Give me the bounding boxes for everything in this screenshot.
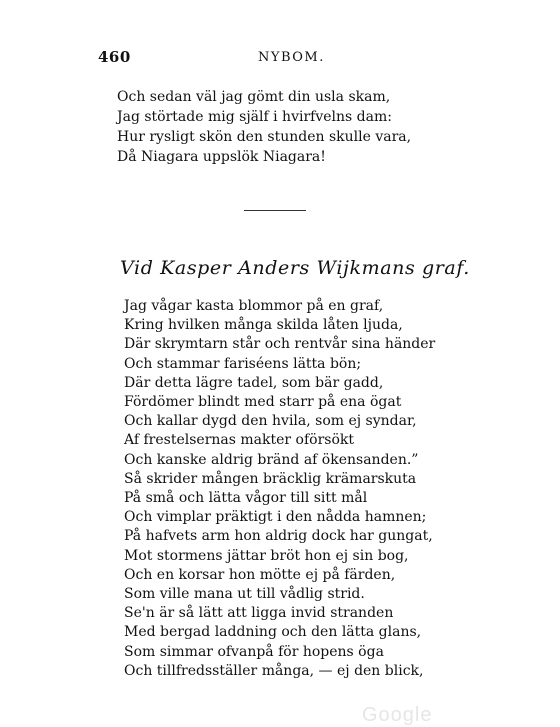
verse-line: Och kallar dygd den hvila, som ej syndar, <box>124 413 417 430</box>
verse-line: Af frestelsernas makter oförsökt <box>124 432 355 449</box>
verse-line: Så skrider mången bräcklig krämarskuta <box>124 470 417 487</box>
verse-line: Med bergad laddning och den lätta glans, <box>124 624 422 641</box>
page-number: 460 <box>98 48 131 66</box>
verse-line: Och sedan väl jag gömt din usla skam, <box>117 89 391 105</box>
verse-line: Och vimplar präktigt i den nådda hamnen; <box>124 509 427 526</box>
verse-line: Kring hvilken många skilda låten ljuda, <box>124 317 403 334</box>
verse-line: Och tillfredsställer många, — ej den blick, <box>124 662 424 679</box>
running-head: NYBOM. <box>258 50 325 65</box>
verse-line: Där skrymtarn står och rentvår sina händer <box>124 336 436 353</box>
verse-line: Jag vågar kasta blommor på en graf, <box>124 298 384 314</box>
verse-line: Hur rysligt skön den stunden skulle vara, <box>117 129 412 145</box>
poem-body <box>124 297 435 681</box>
verse-line: Och stammar fariséens lätta bön; <box>124 355 362 372</box>
verse-line: Mot stormens jättar bröt hon ej sin bog, <box>124 547 409 564</box>
verse-line: Då Niagara uppslök Niagara! <box>117 149 326 165</box>
previous-stanza <box>117 87 411 167</box>
verse-line: Och kanske aldrig bränd af ökensanden.” <box>124 451 419 468</box>
verse-line: Se'n är så lätt att ligga invid stranden <box>124 605 394 622</box>
watermark-logo: Google <box>362 704 433 726</box>
verse-line: Där detta lägre tadel, som bär gadd, <box>124 374 384 391</box>
verse-line: Och en korsar hon mötte ej på färden, <box>124 566 396 583</box>
verse-line: På hafvets arm hon aldrig dock har gungat, <box>124 528 433 545</box>
verse-line: Som simmar ofvanpå för hopens öga <box>124 643 384 660</box>
verse-line: Jag störtade mig själf i hvirfvelns dam: <box>117 109 392 125</box>
verse-line: På små och lätta vågor till sitt mål <box>124 490 368 507</box>
verse-line: Fördömer blindt med starr på ena ögat <box>124 394 402 411</box>
poem-title: Vid Kasper Anders Wijkmans graf. <box>120 257 470 279</box>
section-divider <box>244 210 306 211</box>
verse-line: Som ville mana ut till vådlig strid. <box>124 586 365 603</box>
